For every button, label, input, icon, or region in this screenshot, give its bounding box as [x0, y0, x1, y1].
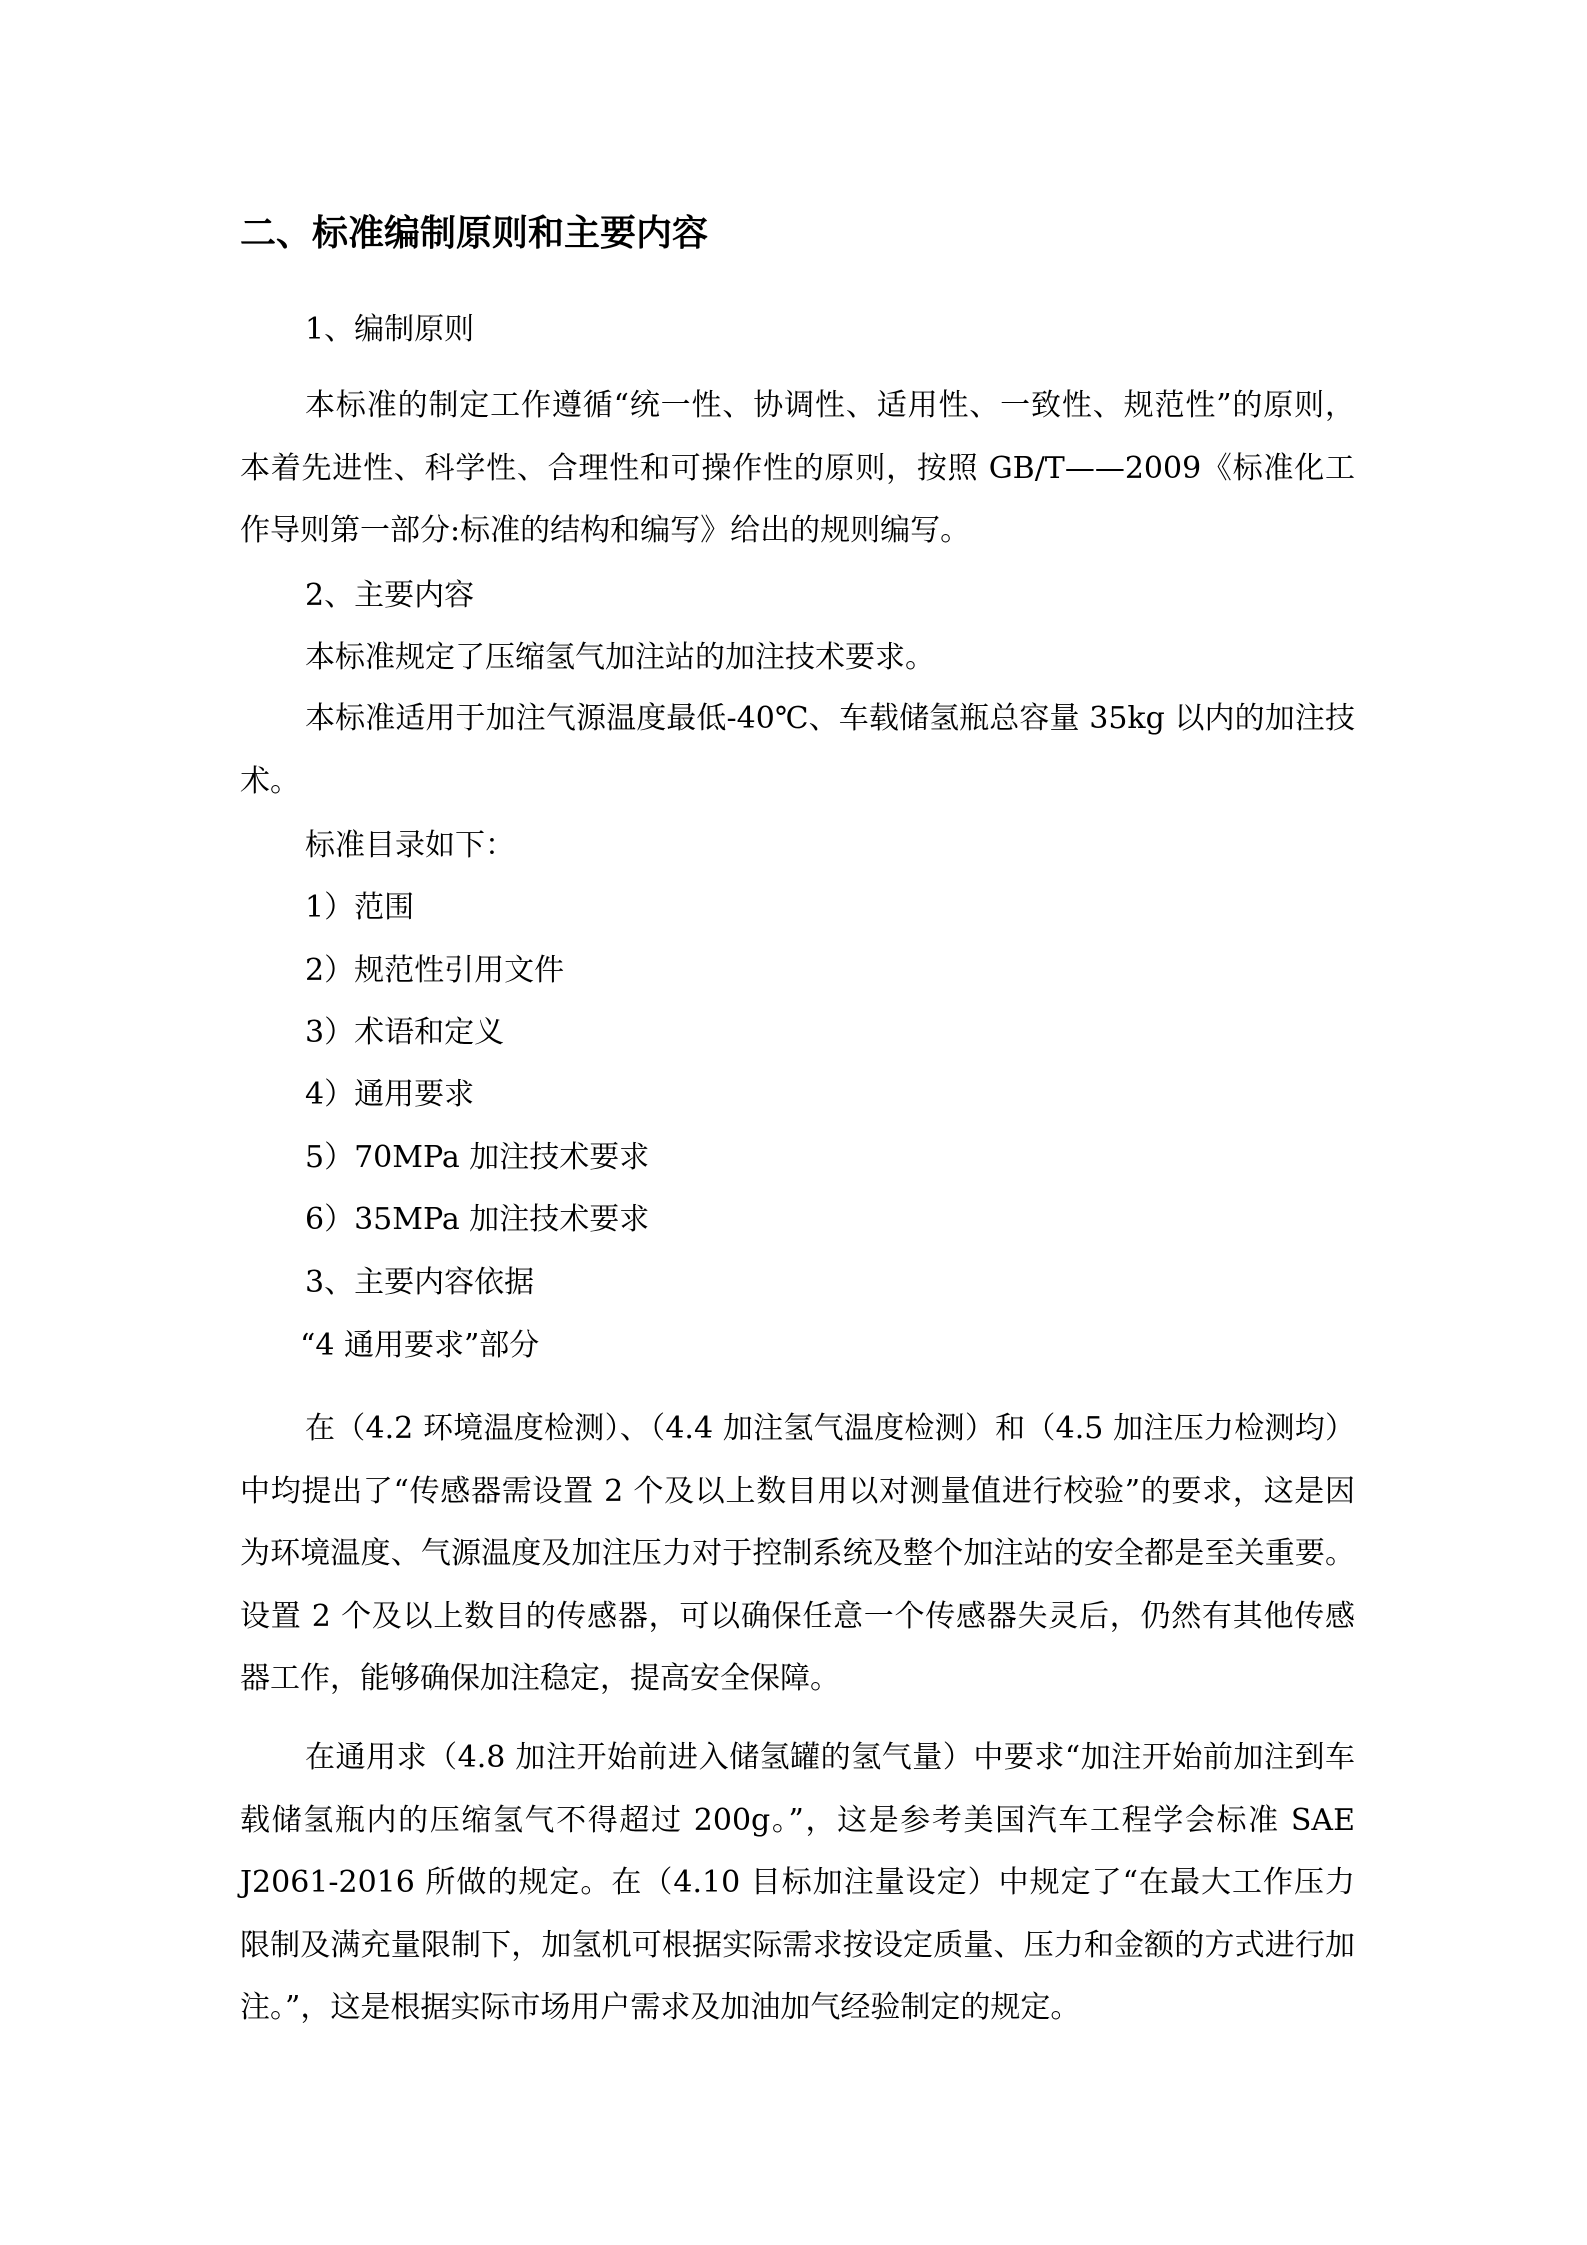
general-requirements-paragraph [240, 1727, 1355, 2040]
section3-subtitle: “4 通用要求”部分 [300, 1328, 540, 1363]
section3-title: 3、主要内容依据 [305, 1265, 535, 1300]
general-requirements-text: 在通用求（4.8 加注开始前进入储氢罐的氢气量）中要求“加注开始前加注到车载储氢瓶内的压缩氢气不得超过 200g。”，这是参考美国汽车工程学会标准 SAE J2061-2016 所做的规定。在（4.10 目标加注量设定）中规定了“在最大工作压力限制及满充量限制下，加氢机可根据实际需求按设定质量、压力和金额的方式进行加注。”，这是根据实际市场用户需求及加油加气经验制定的规定。 [240, 1740, 1355, 2025]
section1-paragraph [240, 375, 1355, 563]
section-heading: 二、标准编制原则和主要内容 [240, 213, 709, 254]
toc-item: 3）术语和定义 [305, 1015, 505, 1050]
section2-title: 2、主要内容 [305, 578, 475, 613]
sensors-paragraph [240, 1398, 1355, 1711]
toc-item: 4）通用要求 [305, 1077, 475, 1112]
section1-title: 1、编制原则 [305, 312, 475, 347]
sensors-text: 在（4.2 环境温度检测）、（4.4 加注氢气温度检测）和（4.5 加注压力检测均）中均提出了“传感器需设置 2 个及以上数目用以对测量值进行校验”的要求，这是因为环境温度、气源温度及加注压力对于控制系统及整个加注站的安全都是至关重要。设置 2 个及以上数目的传感器，可以确保任意一个传感器失灵后，仍然有其他传感器工作，能够确保加注稳定，提高安全保障。 [240, 1411, 1355, 1696]
toc-item: 5）70MPa 加注技术要求 [305, 1140, 650, 1175]
toc-item: 6）35MPa 加注技术要求 [305, 1202, 650, 1237]
toc-item: 1）范围 [305, 890, 415, 925]
principles-text: 本标准的制定工作遵循“统一性、协调性、适用性、一致性、规范性”的原则，本着先进性、科学性、合理性和可操作性的原则，按照 GB/T——2009《标准化工作导则第一部分:标准的结构和编写》给出的规则编写。 [240, 388, 1355, 548]
toc-intro: 标准目录如下： [305, 828, 515, 863]
applicability-paragraph [240, 688, 1355, 813]
scope-paragraph: 本标准规定了压缩氢气加注站的加注技术要求。 [305, 640, 935, 675]
applicability-text: 本标准适用于加注气源温度最低-40℃、车载储氢瓶总容量 35kg 以内的加注技术。 [240, 701, 1355, 799]
toc-item: 2）规范性引用文件 [305, 953, 565, 988]
